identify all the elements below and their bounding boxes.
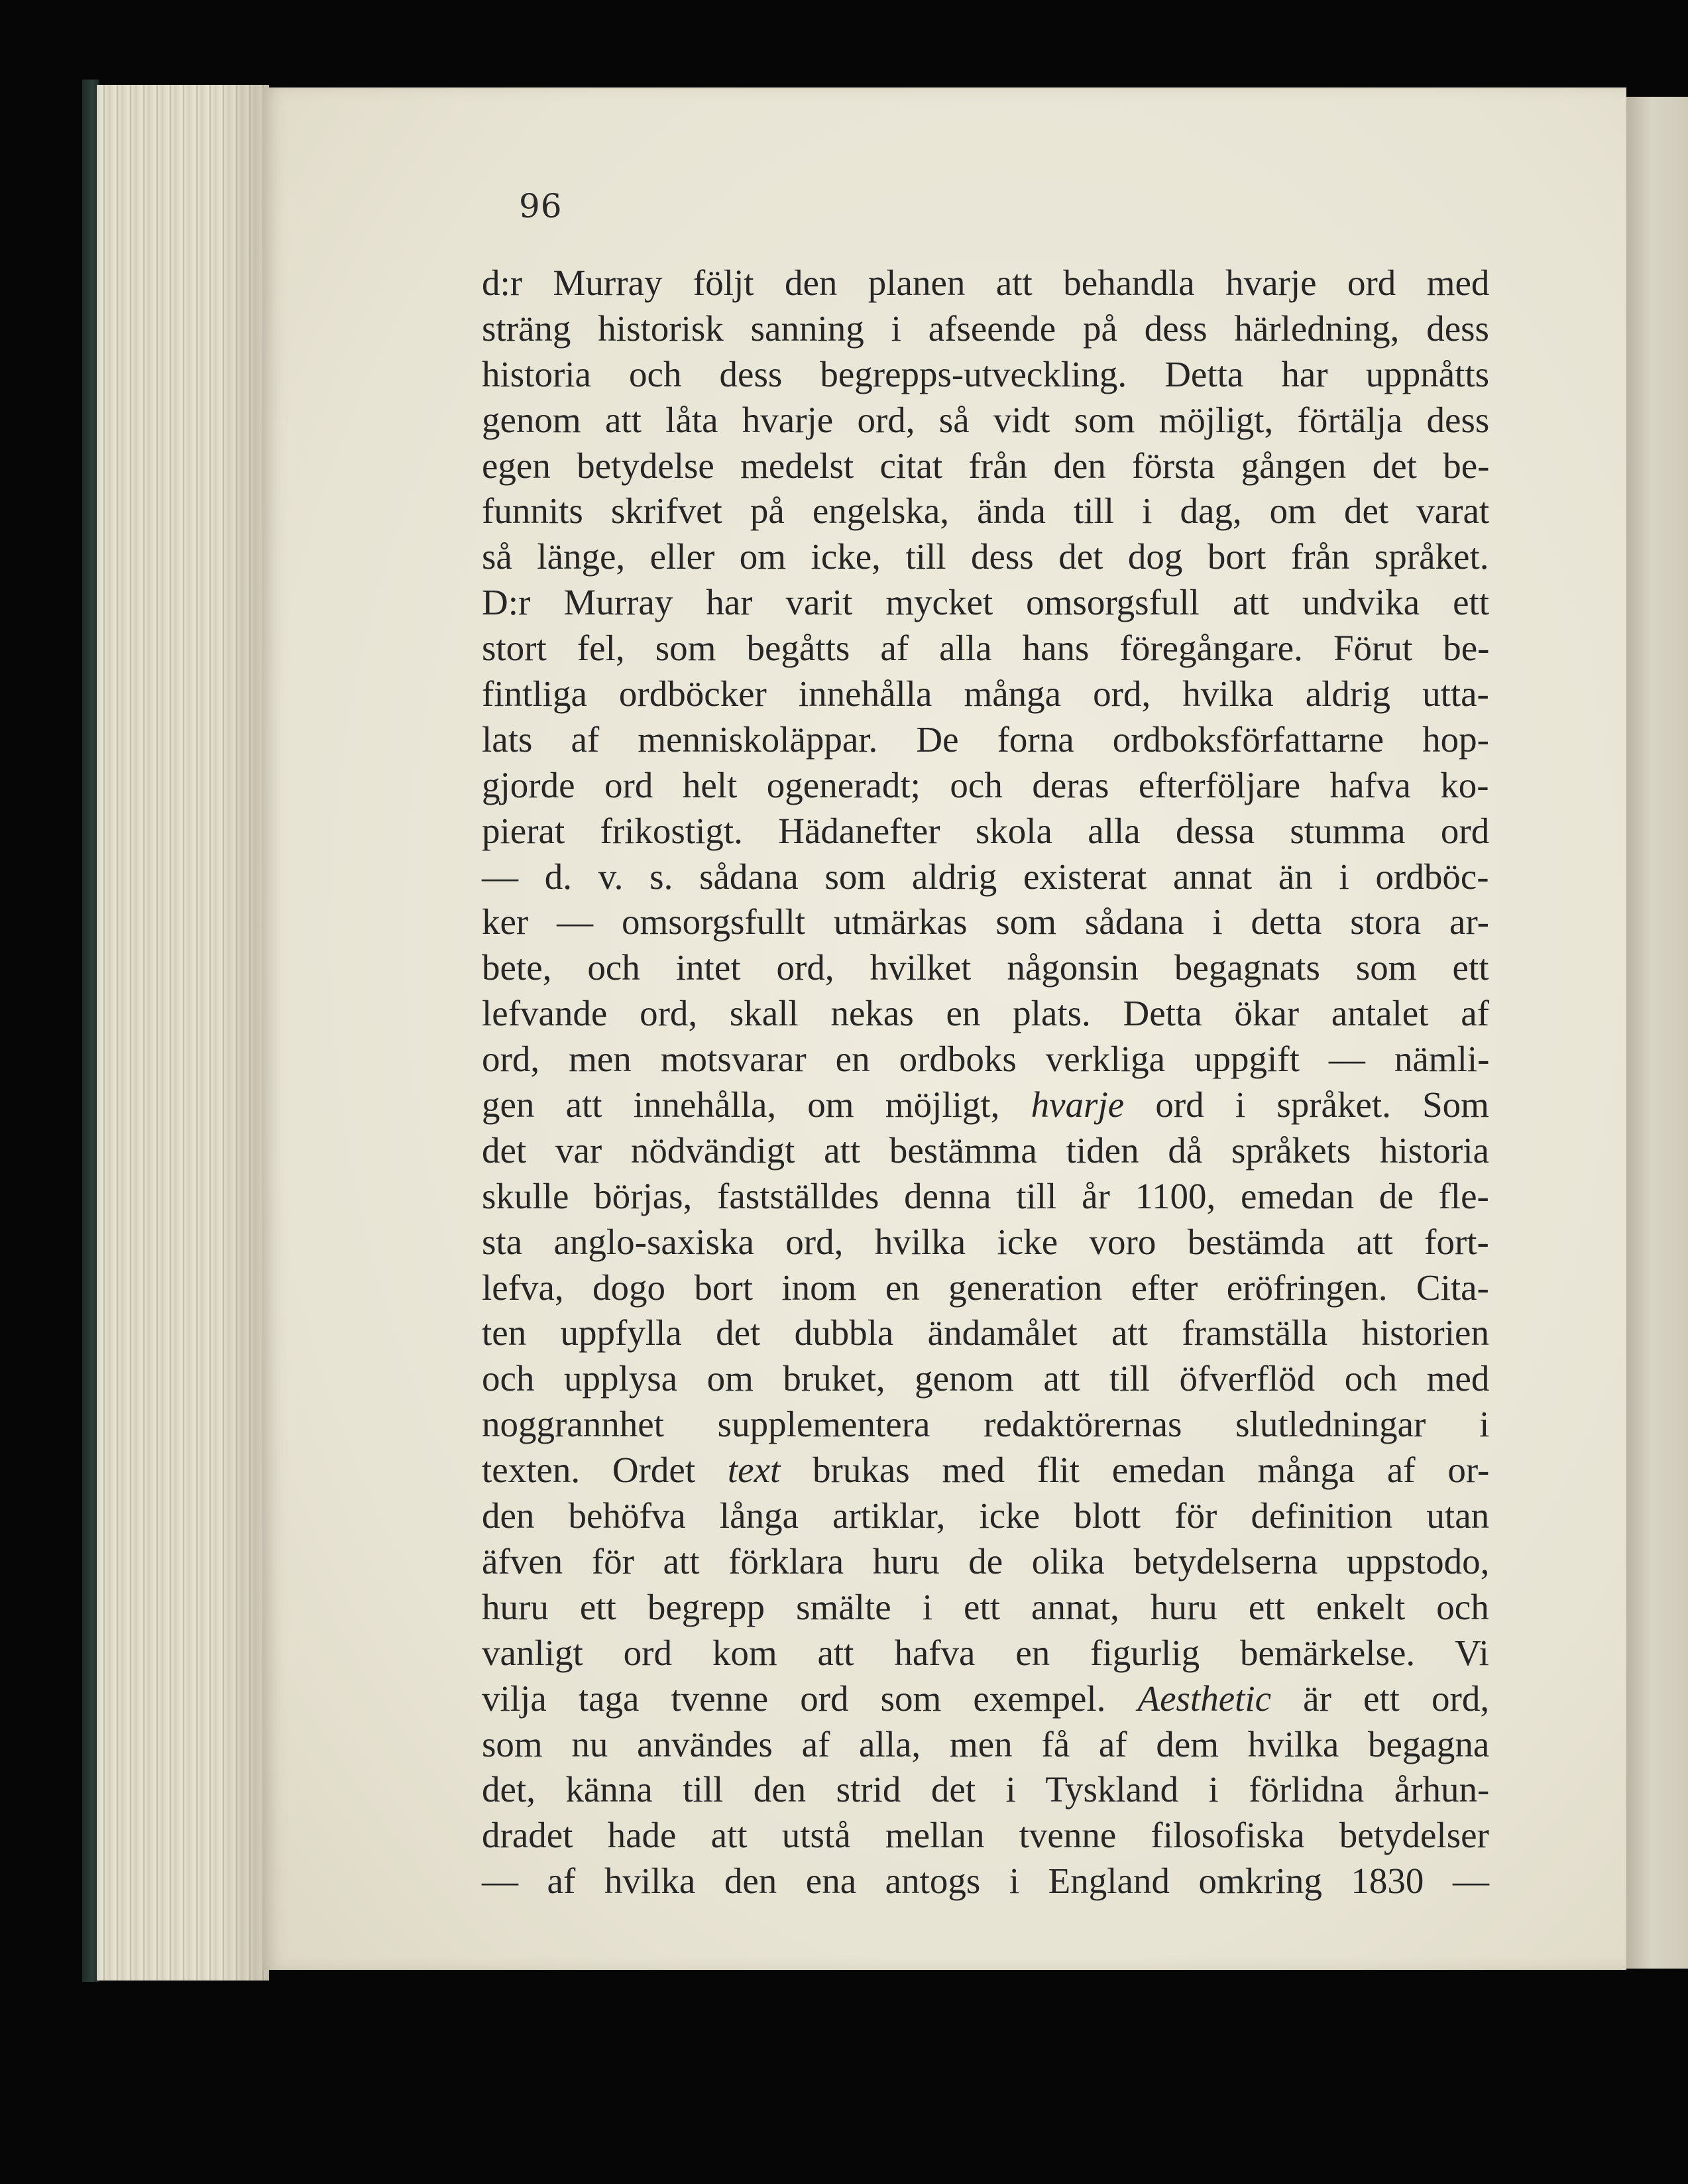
text-line: gjorde ord helt ogeneradt; och deras efterföljare hafva ko- [482, 764, 1489, 805]
page-edges [97, 85, 269, 1981]
body-text [482, 260, 1489, 1904]
text-line: sträng historisk sanning i afseende på dess härledning, dess [482, 308, 1489, 349]
text-line [482, 1676, 1489, 1722]
text-line: sta anglo-saxiska ord, hvilka icke voro bestämda att fort- [482, 1221, 1489, 1262]
text-segment: är ett ord, [1271, 1678, 1490, 1719]
text-line: D:r Murray har varit mycket omsorgsfull att undvika ett [482, 582, 1490, 623]
text-line: huru ett begrepp smälte i ett annat, huru ett enkelt och [482, 1586, 1489, 1627]
text-line: d:r Murray följt den planen att behandla hvarje ord med [482, 262, 1490, 303]
text-line: vanligt ord kom att hafva en figurlig bemärkelse. Vi [482, 1632, 1489, 1673]
text-line: lats af menniskoläppar. De forna ordboksförfattarne hop- [482, 718, 1489, 760]
text-line: så länge, eller om icke, till dess det dog bort från språket. [482, 536, 1489, 577]
text-line: noggrannhet supplementera redaktörernas slutledningar i [482, 1404, 1490, 1445]
text-line: det var nödvändigt att bestämma tiden då språkets historia [482, 1129, 1489, 1171]
text-line: stort fel, som begåtts af alla hans föregångare. Förut be- [482, 628, 1490, 669]
text-line: genom att låta hvarje ord, så vidt som möjligt, förtälja dess [482, 399, 1490, 440]
text-line: äfven för att förklara huru de olika betydelserna uppstodo, [482, 1540, 1490, 1581]
text-line: skulle börjas, fastställdes denna till år 1100, emedan de fle- [482, 1175, 1489, 1216]
text-line: lefva, dogo bort inom en generation efter eröfringen. Cita- [482, 1267, 1489, 1308]
text-segment: gen att innehålla, om möjligt, [482, 1084, 1031, 1125]
text-line: ker — omsorgsfullt utmärkas som sådana i detta stora ar- [482, 901, 1489, 943]
italic-word: Aesthetic [1137, 1678, 1272, 1719]
text-segment: brukas med flit emedan många af or- [780, 1450, 1490, 1491]
text-line: lefvande ord, skall nekas en plats. Detta ökar antalet af [482, 993, 1489, 1034]
text-segment: texten. Ordet [482, 1450, 728, 1491]
text-segment: ord i språket. Som [1124, 1084, 1489, 1125]
text-line: och upplysa om bruket, genom att till öfverflöd och med [482, 1358, 1490, 1399]
text-line: bete, och intet ord, hvilket någonsin begagnats som ett [482, 947, 1489, 988]
page-number: 96 [519, 187, 563, 225]
text-line [482, 1082, 1489, 1128]
text-line: — d. v. s. sådana som aldrig existerat annat än i ordböc- [482, 856, 1489, 897]
italic-word: text [727, 1450, 781, 1491]
facing-page-edge [1626, 97, 1688, 1969]
text-line: ord, men motsvarar en ordboks verkliga uppgift — nämli- [482, 1039, 1490, 1080]
text-line: egen betydelse medelst citat från den första gången det be- [482, 445, 1490, 486]
text-line: fintliga ordböcker innehålla många ord, hvilka aldrig utta- [482, 673, 1489, 715]
italic-word: hvarje [1031, 1084, 1125, 1125]
text-line: ten uppfylla det dubbla ändamålet att framställa historien [482, 1312, 1489, 1353]
text-line: pierat frikostigt. Hädanefter skola alla dessa stumma ord [482, 810, 1490, 851]
text-line [482, 1448, 1489, 1493]
text-line: funnits skrifvet på engelska, ända till i dag, om det varat [482, 490, 1490, 532]
text-segment: vilja taga tvenne ord som exempel. [482, 1678, 1138, 1719]
text-line: dradet hade att utstå mellan tvenne filosofiska betydelser [482, 1815, 1489, 1856]
text-line: det, känna till den strid det i Tyskland i förlidna århun- [482, 1769, 1490, 1810]
text-line: historia och dess begrepps-utveckling. Detta har uppnåtts [482, 353, 1490, 394]
text-line: som nu användes af alla, men få af dem hvilka begagna [482, 1723, 1490, 1764]
text-line: — af hvilka den ena antogs i England omkring 1830 — [482, 1861, 1489, 1902]
text-line: den behöfva långa artiklar, icke blott för definition utan [482, 1495, 1490, 1536]
